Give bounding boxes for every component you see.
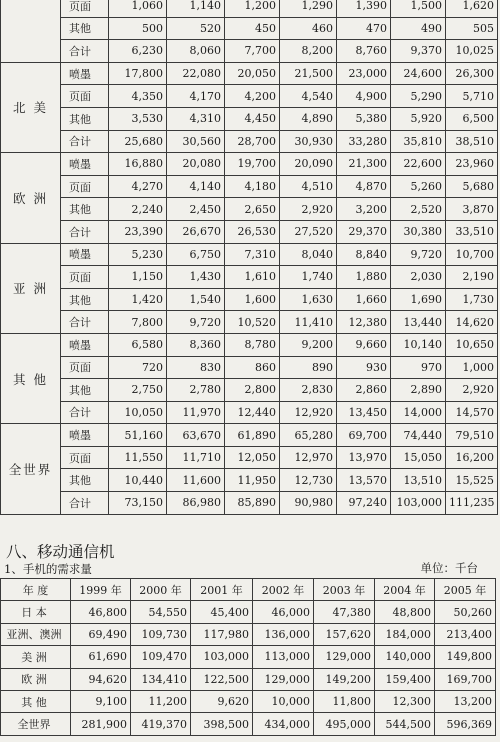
value-cell: 16,880 <box>109 153 167 176</box>
value-cell: 1,200 <box>225 0 280 17</box>
type-cell: 喷墨 <box>61 153 109 176</box>
value-cell: 12,920 <box>280 401 337 424</box>
value-cell: 13,570 <box>337 469 391 492</box>
column-header: 年 度 <box>1 579 71 601</box>
value-cell: 29,370 <box>337 220 391 243</box>
value-cell: 111,235 <box>446 492 498 515</box>
table-row <box>1 492 498 515</box>
value-cell: 129,000 <box>253 668 314 690</box>
table-row <box>1 220 498 243</box>
value-cell: 109,470 <box>131 646 191 668</box>
value-cell: 11,710 <box>167 446 225 469</box>
value-cell: 17,800 <box>109 62 167 85</box>
table-header-row <box>1 579 496 601</box>
value-cell: 500 <box>109 17 167 40</box>
value-cell: 103,000 <box>191 646 253 668</box>
type-cell: 喷墨 <box>61 62 109 85</box>
value-cell: 79,510 <box>446 424 498 447</box>
value-cell: 20,050 <box>225 62 280 85</box>
value-cell: 27,520 <box>280 220 337 243</box>
value-cell: 12,440 <box>225 401 280 424</box>
value-cell: 10,025 <box>446 40 498 63</box>
value-cell: 9,720 <box>167 311 225 334</box>
value-cell: 184,000 <box>375 623 435 645</box>
value-cell: 11,600 <box>167 469 225 492</box>
table-row <box>1 623 496 645</box>
value-cell: 109,730 <box>131 623 191 645</box>
value-cell: 149,800 <box>435 646 496 668</box>
value-cell: 14,000 <box>391 401 446 424</box>
table-row <box>1 153 498 176</box>
region-cell: 全世界 <box>1 424 61 514</box>
value-cell: 38,510 <box>446 130 498 153</box>
value-cell: 65,280 <box>280 424 337 447</box>
value-cell: 23,390 <box>109 220 167 243</box>
type-cell: 其他 <box>61 379 109 402</box>
value-cell: 12,050 <box>225 446 280 469</box>
value-cell: 4,200 <box>225 85 280 108</box>
value-cell: 5,230 <box>109 243 167 266</box>
type-cell: 合计 <box>61 401 109 424</box>
value-cell: 890 <box>280 356 337 379</box>
value-cell: 20,080 <box>167 153 225 176</box>
table-row <box>1 333 498 356</box>
value-cell: 169,700 <box>435 668 496 690</box>
value-cell: 8,060 <box>167 40 225 63</box>
value-cell: 16,200 <box>446 446 498 469</box>
table-row <box>1 130 498 153</box>
table-row <box>1 646 496 668</box>
table-row <box>1 446 498 469</box>
value-cell: 5,710 <box>446 85 498 108</box>
value-cell: 14,620 <box>446 311 498 334</box>
value-cell: 35,810 <box>391 130 446 153</box>
value-cell: 122,500 <box>191 668 253 690</box>
value-cell: 10,650 <box>446 333 498 356</box>
value-cell: 26,670 <box>167 220 225 243</box>
value-cell: 4,350 <box>109 85 167 108</box>
value-cell: 1,600 <box>225 288 280 311</box>
value-cell: 1,000 <box>446 356 498 379</box>
type-cell: 页面 <box>61 175 109 198</box>
value-cell: 63,670 <box>167 424 225 447</box>
table-row <box>1 601 496 623</box>
value-cell: 1,150 <box>109 266 167 289</box>
column-header: 2003 年 <box>314 579 375 601</box>
value-cell: 10,520 <box>225 311 280 334</box>
value-cell: 113,000 <box>253 646 314 668</box>
value-cell: 4,900 <box>337 85 391 108</box>
value-cell: 13,440 <box>391 311 446 334</box>
value-cell: 10,700 <box>446 243 498 266</box>
column-header: 2002 年 <box>253 579 314 601</box>
value-cell: 10,140 <box>391 333 446 356</box>
value-cell: 860 <box>225 356 280 379</box>
table-row <box>1 107 498 130</box>
region-cell: 欧 洲 <box>1 668 71 690</box>
value-cell: 45,400 <box>191 601 253 623</box>
table-row <box>1 311 498 334</box>
type-cell: 其他 <box>61 198 109 221</box>
value-cell: 12,300 <box>375 690 435 712</box>
value-cell: 13,510 <box>391 469 446 492</box>
type-cell: 合计 <box>61 130 109 153</box>
value-cell: 8,200 <box>280 40 337 63</box>
value-cell: 14,570 <box>446 401 498 424</box>
value-cell: 1,390 <box>337 0 391 17</box>
value-cell: 970 <box>391 356 446 379</box>
value-cell: 97,240 <box>337 492 391 515</box>
value-cell: 61,690 <box>71 646 131 668</box>
value-cell: 596,369 <box>435 713 496 735</box>
value-cell: 3,530 <box>109 107 167 130</box>
value-cell: 2,520 <box>391 198 446 221</box>
value-cell: 6,230 <box>109 40 167 63</box>
table-row <box>1 469 498 492</box>
type-cell: 页面 <box>61 0 109 17</box>
value-cell: 6,580 <box>109 333 167 356</box>
value-cell: 1,740 <box>280 266 337 289</box>
value-cell: 12,380 <box>337 311 391 334</box>
value-cell: 73,150 <box>109 492 167 515</box>
type-cell: 其他 <box>61 469 109 492</box>
value-cell: 8,780 <box>225 333 280 356</box>
value-cell: 3,870 <box>446 198 498 221</box>
column-header: 2005 年 <box>435 579 496 601</box>
value-cell: 7,310 <box>225 243 280 266</box>
value-cell: 544,500 <box>375 713 435 735</box>
value-cell: 9,370 <box>391 40 446 63</box>
value-cell: 9,720 <box>391 243 446 266</box>
type-cell: 其他 <box>61 107 109 130</box>
value-cell: 61,890 <box>225 424 280 447</box>
value-cell: 2,780 <box>167 379 225 402</box>
value-cell: 4,170 <box>167 85 225 108</box>
value-cell: 1,540 <box>167 288 225 311</box>
value-cell: 1,730 <box>446 288 498 311</box>
value-cell: 213,400 <box>435 623 496 645</box>
value-cell: 85,890 <box>225 492 280 515</box>
value-cell: 450 <box>225 17 280 40</box>
table-row <box>1 40 498 63</box>
value-cell: 2,030 <box>391 266 446 289</box>
column-header: 2000 年 <box>131 579 191 601</box>
unit-label: 单位：千台 <box>420 561 478 575</box>
type-cell: 喷墨 <box>61 424 109 447</box>
value-cell: 1,500 <box>391 0 446 17</box>
value-cell: 1,880 <box>337 266 391 289</box>
value-cell: 69,700 <box>337 424 391 447</box>
value-cell: 4,890 <box>280 107 337 130</box>
region-cell: 亚洲、澳洲 <box>1 623 71 645</box>
value-cell: 10,050 <box>109 401 167 424</box>
table-row <box>1 379 498 402</box>
value-cell: 2,920 <box>280 198 337 221</box>
value-cell: 9,660 <box>337 333 391 356</box>
table-row <box>1 85 498 108</box>
value-cell: 1,620 <box>446 0 498 17</box>
table-row <box>1 62 498 85</box>
value-cell: 6,500 <box>446 107 498 130</box>
value-cell: 5,920 <box>391 107 446 130</box>
table-row <box>1 668 496 690</box>
value-cell: 4,270 <box>109 175 167 198</box>
value-cell: 1,610 <box>225 266 280 289</box>
value-cell: 11,970 <box>167 401 225 424</box>
value-cell: 7,700 <box>225 40 280 63</box>
value-cell: 1,690 <box>391 288 446 311</box>
value-cell: 11,950 <box>225 469 280 492</box>
value-cell: 10,440 <box>109 469 167 492</box>
value-cell: 9,100 <box>71 690 131 712</box>
table-row <box>1 243 498 266</box>
column-header: 1999 年 <box>71 579 131 601</box>
value-cell: 8,840 <box>337 243 391 266</box>
value-cell: 4,510 <box>280 175 337 198</box>
value-cell: 5,260 <box>391 175 446 198</box>
value-cell: 86,980 <box>167 492 225 515</box>
value-cell: 12,970 <box>280 446 337 469</box>
type-cell: 合计 <box>61 220 109 243</box>
value-cell: 1,140 <box>167 0 225 17</box>
value-cell: 157,620 <box>314 623 375 645</box>
value-cell: 5,290 <box>391 85 446 108</box>
table-row <box>1 424 498 447</box>
value-cell: 22,600 <box>391 153 446 176</box>
value-cell: 4,540 <box>280 85 337 108</box>
value-cell: 398,500 <box>191 713 253 735</box>
value-cell: 33,510 <box>446 220 498 243</box>
value-cell: 28,700 <box>225 130 280 153</box>
type-cell: 页面 <box>61 446 109 469</box>
value-cell: 2,650 <box>225 198 280 221</box>
value-cell: 8,040 <box>280 243 337 266</box>
value-cell: 1,430 <box>167 266 225 289</box>
column-header: 2001 年 <box>191 579 253 601</box>
value-cell: 9,620 <box>191 690 253 712</box>
value-cell: 6,750 <box>167 243 225 266</box>
value-cell: 2,920 <box>446 379 498 402</box>
value-cell: 11,200 <box>131 690 191 712</box>
value-cell: 149,200 <box>314 668 375 690</box>
mobile-phone-demand-table-body <box>1 579 496 736</box>
region-cell: 美 洲 <box>1 646 71 668</box>
table-row <box>1 356 498 379</box>
value-cell: 1,630 <box>280 288 337 311</box>
value-cell: 23,960 <box>446 153 498 176</box>
type-cell: 喷墨 <box>61 333 109 356</box>
value-cell: 4,310 <box>167 107 225 130</box>
region-cell <box>1 0 61 62</box>
table-row <box>1 690 496 712</box>
value-cell: 830 <box>167 356 225 379</box>
value-cell: 30,930 <box>280 130 337 153</box>
type-cell: 页面 <box>61 85 109 108</box>
region-cell: 全世界 <box>1 713 71 735</box>
table-row <box>1 175 498 198</box>
value-cell: 7,800 <box>109 311 167 334</box>
value-cell: 490 <box>391 17 446 40</box>
type-cell: 页面 <box>61 266 109 289</box>
value-cell: 15,050 <box>391 446 446 469</box>
value-cell: 47,380 <box>314 601 375 623</box>
table-row <box>1 401 498 424</box>
value-cell: 48,800 <box>375 601 435 623</box>
value-cell: 46,800 <box>71 601 131 623</box>
region-cell: 欧 洲 <box>1 153 61 243</box>
value-cell: 2,450 <box>167 198 225 221</box>
type-cell: 合计 <box>61 492 109 515</box>
value-cell: 103,000 <box>391 492 446 515</box>
value-cell: 1,290 <box>280 0 337 17</box>
value-cell: 11,800 <box>314 690 375 712</box>
value-cell: 419,370 <box>131 713 191 735</box>
value-cell: 2,800 <box>225 379 280 402</box>
type-cell: 合计 <box>61 40 109 63</box>
value-cell: 495,000 <box>314 713 375 735</box>
section-title: 八、移动通信机 <box>6 543 115 561</box>
value-cell: 90,980 <box>280 492 337 515</box>
value-cell: 129,000 <box>314 646 375 668</box>
table-row <box>1 17 498 40</box>
value-cell: 10,000 <box>253 690 314 712</box>
mobile-phone-demand-table <box>0 578 496 736</box>
value-cell: 281,900 <box>71 713 131 735</box>
value-cell: 505 <box>446 17 498 40</box>
value-cell: 26,300 <box>446 62 498 85</box>
value-cell: 51,160 <box>109 424 167 447</box>
type-cell: 页面 <box>61 356 109 379</box>
value-cell: 1,060 <box>109 0 167 17</box>
value-cell: 4,450 <box>225 107 280 130</box>
value-cell: 13,970 <box>337 446 391 469</box>
region-cell: 亚 洲 <box>1 243 61 333</box>
value-cell: 30,560 <box>167 130 225 153</box>
column-header: 2004 年 <box>375 579 435 601</box>
value-cell: 74,440 <box>391 424 446 447</box>
value-cell: 13,200 <box>435 690 496 712</box>
value-cell: 134,410 <box>131 668 191 690</box>
value-cell: 23,000 <box>337 62 391 85</box>
value-cell: 117,980 <box>191 623 253 645</box>
value-cell: 69,490 <box>71 623 131 645</box>
value-cell: 2,830 <box>280 379 337 402</box>
value-cell: 140,000 <box>375 646 435 668</box>
value-cell: 930 <box>337 356 391 379</box>
value-cell: 21,500 <box>280 62 337 85</box>
value-cell: 33,280 <box>337 130 391 153</box>
value-cell: 94,620 <box>71 668 131 690</box>
value-cell: 12,730 <box>280 469 337 492</box>
value-cell: 2,240 <box>109 198 167 221</box>
region-cell: 日 本 <box>1 601 71 623</box>
value-cell: 520 <box>167 17 225 40</box>
value-cell: 434,000 <box>253 713 314 735</box>
value-cell: 22,080 <box>167 62 225 85</box>
table-row <box>1 0 498 17</box>
value-cell: 460 <box>280 17 337 40</box>
value-cell: 25,680 <box>109 130 167 153</box>
printer-demand-table-body <box>1 0 498 514</box>
type-cell: 喷墨 <box>61 243 109 266</box>
region-cell: 其 他 <box>1 690 71 712</box>
value-cell: 30,380 <box>391 220 446 243</box>
value-cell: 15,525 <box>446 469 498 492</box>
region-cell: 北 美 <box>1 62 61 152</box>
value-cell: 8,360 <box>167 333 225 356</box>
type-cell: 其他 <box>61 17 109 40</box>
subsection-title: 1、手机的需求量 <box>4 562 92 576</box>
value-cell: 13,450 <box>337 401 391 424</box>
value-cell: 470 <box>337 17 391 40</box>
value-cell: 11,410 <box>280 311 337 334</box>
table-row <box>1 198 498 221</box>
type-cell: 其他 <box>61 288 109 311</box>
value-cell: 21,300 <box>337 153 391 176</box>
value-cell: 46,000 <box>253 601 314 623</box>
value-cell: 9,200 <box>280 333 337 356</box>
value-cell: 1,420 <box>109 288 167 311</box>
value-cell: 5,380 <box>337 107 391 130</box>
type-cell: 合计 <box>61 311 109 334</box>
value-cell: 136,000 <box>253 623 314 645</box>
value-cell: 159,400 <box>375 668 435 690</box>
value-cell: 54,550 <box>131 601 191 623</box>
value-cell: 20,090 <box>280 153 337 176</box>
value-cell: 2,190 <box>446 266 498 289</box>
value-cell: 19,700 <box>225 153 280 176</box>
value-cell: 3,200 <box>337 198 391 221</box>
value-cell: 720 <box>109 356 167 379</box>
value-cell: 26,530 <box>225 220 280 243</box>
value-cell: 2,750 <box>109 379 167 402</box>
value-cell: 4,140 <box>167 175 225 198</box>
table-row <box>1 288 498 311</box>
value-cell: 2,860 <box>337 379 391 402</box>
region-cell: 其 他 <box>1 333 61 423</box>
value-cell: 11,550 <box>109 446 167 469</box>
value-cell: 2,890 <box>391 379 446 402</box>
value-cell: 1,660 <box>337 288 391 311</box>
value-cell: 8,760 <box>337 40 391 63</box>
value-cell: 5,680 <box>446 175 498 198</box>
value-cell: 4,180 <box>225 175 280 198</box>
value-cell: 24,600 <box>391 62 446 85</box>
value-cell: 4,870 <box>337 175 391 198</box>
table-row <box>1 713 496 735</box>
table-row <box>1 266 498 289</box>
value-cell: 50,260 <box>435 601 496 623</box>
